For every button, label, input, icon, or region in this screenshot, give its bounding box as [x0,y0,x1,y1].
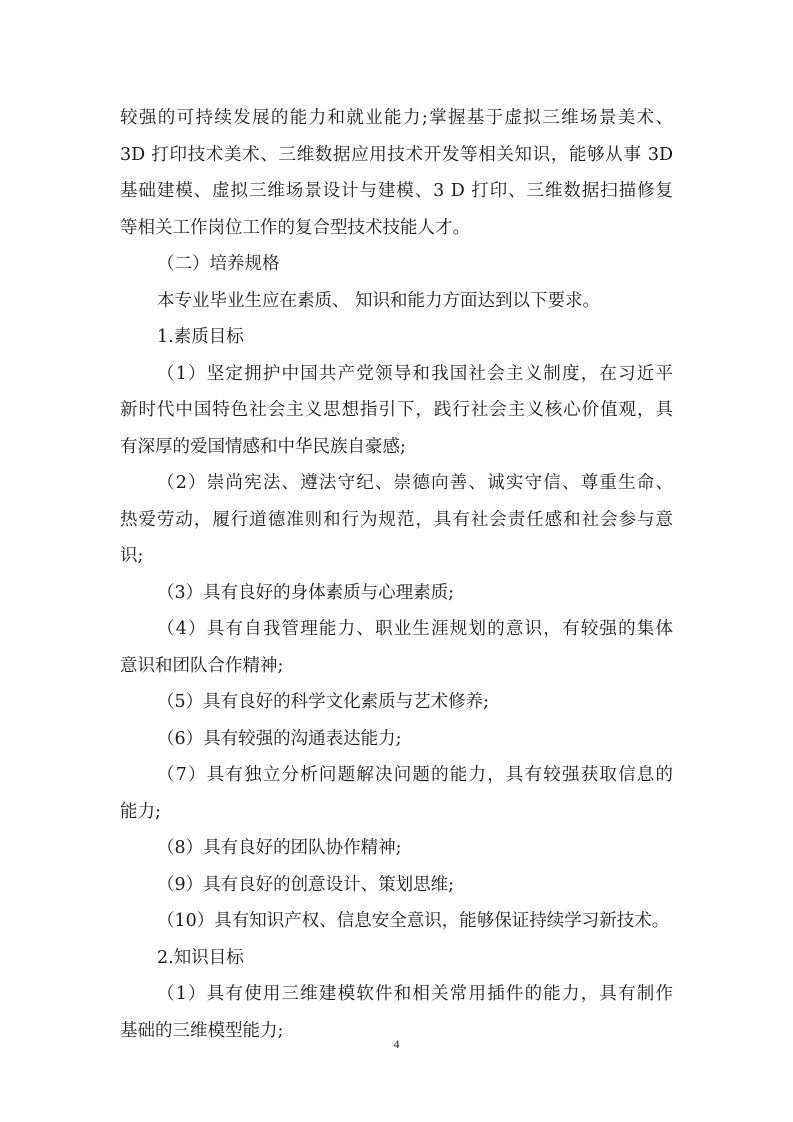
item-7-line-2: 能力; [120,802,161,822]
item-2-line-3: 识; [120,546,144,566]
item-7-line-1: （7）具有独立分析问题解决问题的能力，具有较强获取信息的 [157,765,673,785]
subheading-quality-goals: 1.素质目标 [157,327,244,347]
body-line-3: 基础建模、虚拟三维场景设计与建模、3 D 打印、三维数据扫描修复 [120,181,673,201]
item-4-line-2: 意识和团队合作精神; [120,656,284,676]
item-9: （9）具有良好的创意设计、策划思维; [157,875,455,895]
item-4-line-1: （4）具有自我管理能力、职业生涯规划的意识，有较强的集体 [157,619,673,639]
knowledge-item-1-line-2: 基础的三维模型能力; [120,1021,284,1041]
body-line-1: 较强的可持续发展的能力和就业能力;掌握基于虚拟三维场景美术、 [120,108,673,128]
knowledge-item-1-line-1: （1）具有使用三维建模软件和相关常用插件的能力，具有制作 [157,984,673,1004]
page-number: 4 [393,1037,400,1051]
item-5: （5）具有良好的科学文化素质与艺术修养; [157,692,490,712]
body-line-4: 等相关工作岗位工作的复合型技术技能人才。 [120,218,470,238]
item-1-line-3: 有深厚的爱国情感和中华民族自豪感; [120,437,406,457]
intro-paragraph: 本专业毕业生应在素质、 知识和能力方面达到以下要求。 [157,291,601,311]
section-heading-training-spec: （二）培养规格 [157,254,280,274]
item-1-line-2: 新时代中国特色社会主义思想指引下，践行社会主义核心价值观，具 [120,400,673,420]
item-10: （10）具有知识产权、信息安全意识，能够保证持续学习新技术。 [157,911,670,931]
item-8: （8）具有良好的团队协作精神; [157,838,402,858]
item-6: （6）具有较强的沟通表达能力; [157,729,402,749]
item-2-line-1: （2）崇尚宪法、遵法守纪、崇德向善、诚实守信、尊重生命、 [157,473,673,493]
body-line-2: 3D 打印技术美术、三维数据应用技术开发等相关知识，能够从事 3D [120,145,673,165]
subheading-knowledge-goals: 2.知识目标 [157,948,244,968]
item-2-line-2: 热爱劳动，履行道德准则和行为规范，具有社会责任感和社会参与意 [120,510,673,530]
item-3: （3）具有良好的身体素质与心理素质; [157,583,455,603]
item-1-line-1: （1）坚定拥护中国共产党领导和我国社会主义制度，在习近平 [157,364,673,384]
